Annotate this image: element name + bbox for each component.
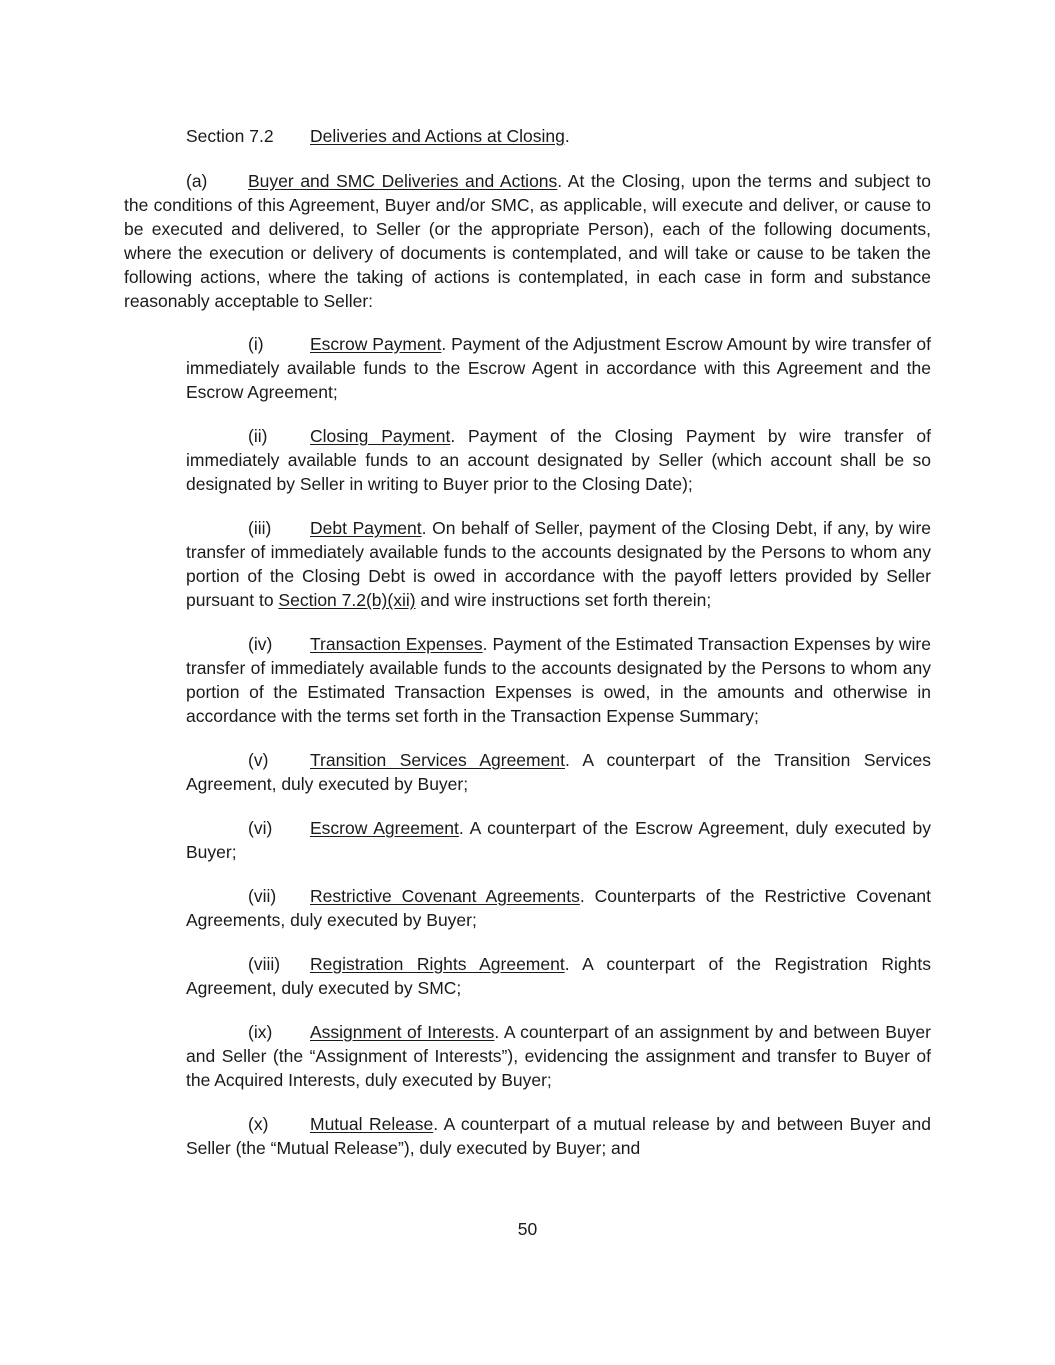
item-i bbox=[186, 332, 931, 404]
section-reference-link: Section 7.2(b)(xii) bbox=[278, 590, 416, 610]
item-vii bbox=[186, 884, 931, 932]
item-text: . Counterparts of the Restrictive Covenant Agreements, duly executed by Buyer; bbox=[186, 886, 931, 930]
item-iii bbox=[186, 516, 931, 612]
page-number: 50 bbox=[517, 1219, 538, 1239]
item-marker: (ix) bbox=[248, 1022, 273, 1042]
item-marker: (vi) bbox=[248, 818, 273, 838]
paragraph-a bbox=[124, 169, 931, 313]
item-heading: Debt Payment bbox=[310, 518, 422, 538]
item-heading: Registration Rights Agreement bbox=[310, 954, 565, 974]
item-text: . Payment of the Closing Payment by wire transfer of immediately available funds to an account designated by Seller (which account shall be so designated by Seller in writing to Buyer prior to the Closing Date); bbox=[186, 426, 931, 494]
item-heading: Escrow Agreement bbox=[310, 818, 459, 838]
item-text: . On behalf of Seller, payment of the Closing Debt, if any, by wire transfer of immediately available funds to the accounts designated by the Persons to whom any portion of the Closing Debt is owed in accordance with the payoff letters provided by Seller pursuant to bbox=[186, 518, 932, 610]
item-marker: (viii) bbox=[248, 954, 281, 974]
section-number: Section 7.2 bbox=[186, 126, 274, 146]
item-ii bbox=[186, 424, 931, 496]
item-marker: (x) bbox=[248, 1114, 269, 1134]
item-heading: Restrictive Covenant Agreements bbox=[310, 886, 580, 906]
item-text: . A counterpart of a mutual release by and between Buyer and Seller (the “Mutual Release”), duly executed by Buyer; and bbox=[186, 1114, 931, 1158]
item-heading: Escrow Payment bbox=[310, 334, 442, 354]
item-marker: (vii) bbox=[248, 886, 277, 906]
item-marker: (ii) bbox=[248, 426, 268, 446]
item-heading: Assignment of Interests bbox=[310, 1022, 495, 1042]
item-heading: Transition Services Agreement bbox=[310, 750, 565, 770]
item-text: . A counterpart of the Registration Rights Agreement, duly executed by SMC; bbox=[186, 954, 931, 998]
item-text: . Payment of the Estimated Transaction Expenses by wire transfer of immediately available funds to the accounts designated by the Persons to whom any portion of the Estimated Transaction Expenses is owed, in the amounts and otherwise in accordance with the terms set forth in the Transaction Expense Summary; bbox=[186, 634, 931, 726]
section-heading bbox=[186, 124, 931, 148]
item-viii bbox=[186, 952, 931, 1000]
item-marker: (i) bbox=[248, 334, 264, 354]
section-title-punct: . bbox=[564, 126, 570, 146]
section-title: Deliveries and Actions at Closing bbox=[310, 126, 565, 146]
item-iv bbox=[186, 632, 931, 728]
item-text: . A counterpart of an assignment by and between Buyer and Seller (the “Assignment of Interests”), evidencing the assignment and transfer to Buyer of the Acquired Interests, duly executed by Buyer; bbox=[186, 1022, 931, 1090]
paragraph-a-marker: (a) bbox=[186, 171, 208, 191]
item-heading: Transaction Expenses bbox=[310, 634, 483, 654]
item-heading: Closing Payment bbox=[310, 426, 451, 446]
paragraph-a-heading: Buyer and SMC Deliveries and Actions bbox=[248, 171, 558, 191]
item-ix bbox=[186, 1020, 931, 1092]
item-heading: Mutual Release bbox=[310, 1114, 434, 1134]
item-vi bbox=[186, 816, 931, 864]
item-text-after: and wire instructions set forth therein; bbox=[415, 590, 712, 610]
item-v bbox=[186, 748, 931, 796]
item-text: . A counterpart of the Escrow Agreement, duly executed by Buyer; bbox=[186, 818, 931, 862]
paragraph-a-text: . At the Closing, upon the terms and subject to the conditions of this Agreement, Buyer and/or SMC, as applicable, will execute and deliver, or cause to be executed and delivered, to Seller (or the appropriate Person), each of the following documents, where the execution or delivery of documents is contemplated, and will take or cause to be taken the following actions, where the taking of actions is contemplated, in each case in form and substance reasonably acceptable to Seller: bbox=[124, 171, 931, 311]
item-marker: (iii) bbox=[248, 518, 272, 538]
item-text: . A counterpart of the Transition Services Agreement, duly executed by Buyer; bbox=[186, 750, 931, 794]
item-marker: (v) bbox=[248, 750, 269, 770]
item-x bbox=[186, 1112, 931, 1160]
item-text: . Payment of the Adjustment Escrow Amount by wire transfer of immediately available funds to the Escrow Agent in accordance with this Agreement and the Escrow Agreement; bbox=[186, 334, 932, 402]
item-marker: (iv) bbox=[248, 634, 273, 654]
